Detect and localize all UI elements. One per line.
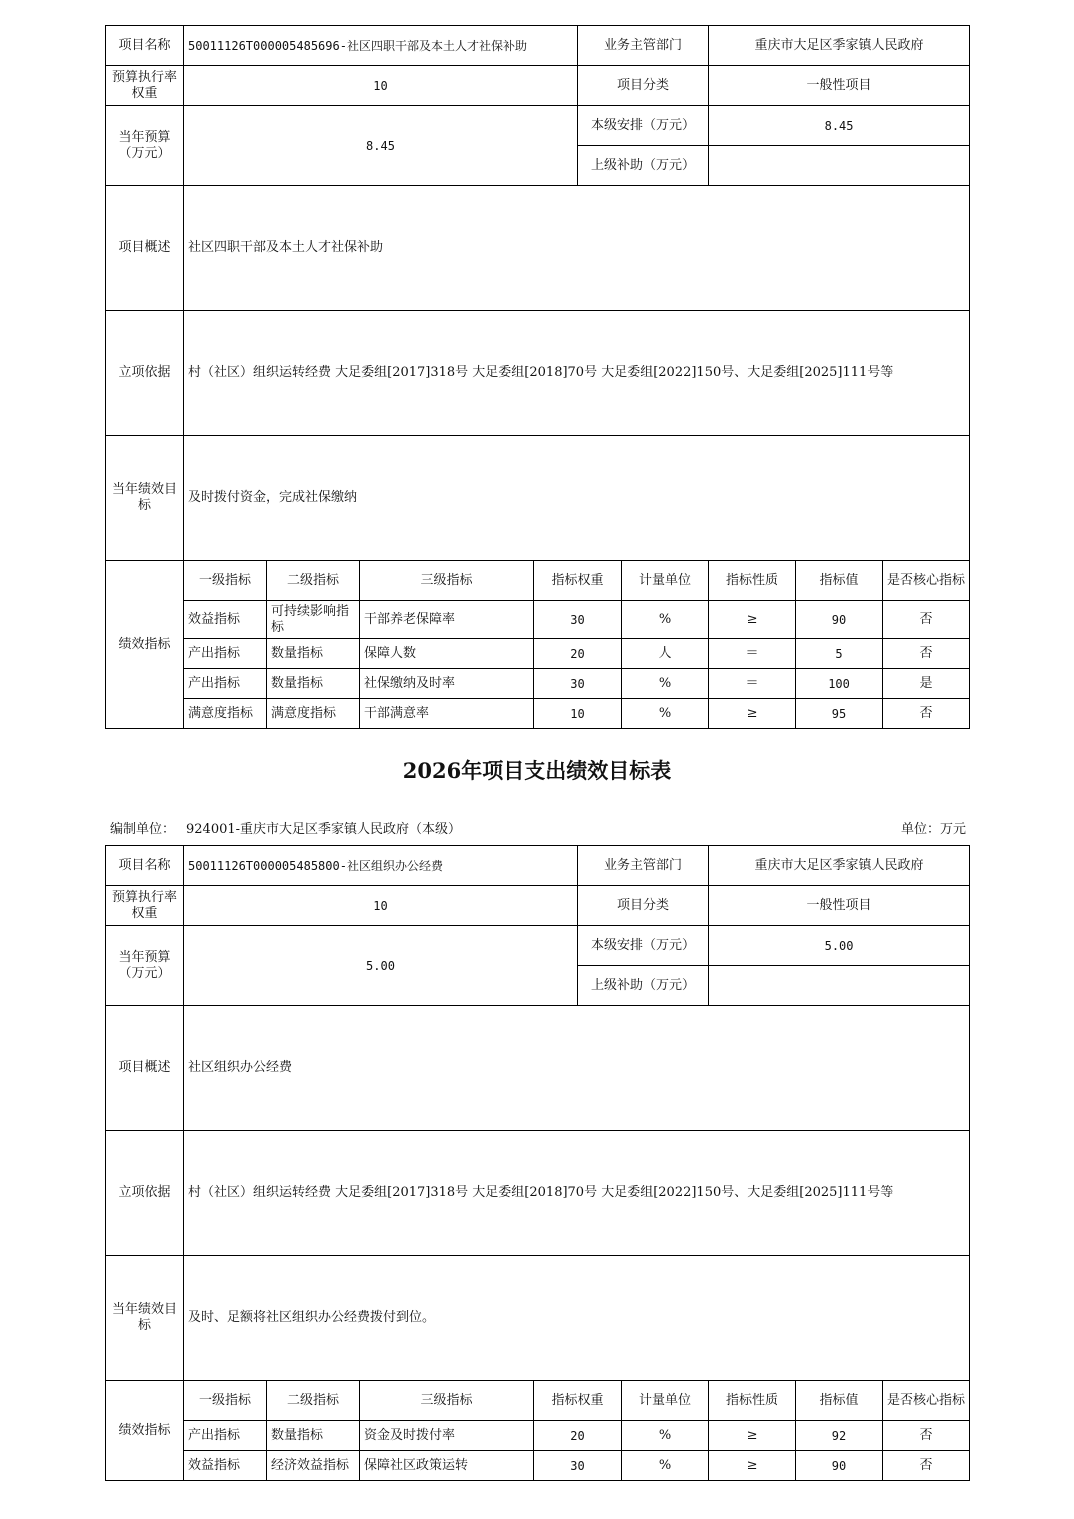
upper-subsidy-value [709,146,970,186]
ind-nature: ≥ [709,1451,796,1481]
ind-header-value: 指标值 [796,1381,883,1421]
ind-unit: % [622,1451,709,1481]
ind-weight: 30 [534,601,622,639]
exec-weight-value: 10 [184,886,578,926]
dept-label: 业务主管部门 [578,846,709,886]
project-name-value: 50011126T000005485696-社区四职干部及本土人才社保补助 [184,26,578,66]
ind-header-core: 是否核心指标 [883,1381,970,1421]
ind-header-nature: 指标性质 [709,561,796,601]
exec-weight-label: 预算执行率权重 [106,66,184,106]
basis-value: 村（社区）组织运转经费 大足委组[2017]318号 大足委组[2018]70号 大足委组[2022]150号、大足委组[2025]111号等 [184,1131,970,1256]
table-row [106,699,970,729]
ind-unit: % [622,699,709,729]
ind-unit: 人 [622,639,709,669]
table-row [106,639,970,669]
ind-weight: 30 [534,1451,622,1481]
ind-level2: 数量指标 [267,1421,360,1451]
ind-header-level2: 二级指标 [267,561,360,601]
goal-label: 当年绩效目标 [106,1256,184,1381]
upper-subsidy-value [709,966,970,1006]
this-level-label: 本级安排（万元） [578,106,709,146]
indicators-label: 绩效指标 [106,1381,184,1481]
basis-value: 村（社区）组织运转经费 大足委组[2017]318号 大足委组[2018]70号 大足委组[2022]150号、大足委组[2025]111号等 [184,311,970,436]
ind-header-unit: 计量单位 [622,561,709,601]
basis-label: 立项依据 [106,1131,184,1256]
ind-value: 92 [796,1421,883,1451]
budget-label: 当年预算（万元） [106,106,184,186]
money-unit: 单位：万元 [900,822,966,837]
basis-label: 立项依据 [106,311,184,436]
ind-level1: 效益指标 [184,1451,267,1481]
ind-header-value: 指标值 [796,561,883,601]
this-level-label: 本级安排（万元） [578,926,709,966]
performance-table-2 [105,845,970,1481]
ind-header-level1: 一级指标 [184,561,267,601]
ind-level1: 产出指标 [184,1421,267,1451]
table-row [106,1451,970,1481]
project-name-label: 项目名称 [106,26,184,66]
this-level-value: 8.45 [709,106,970,146]
ind-level2: 可持续影响指标 [267,601,360,639]
ind-header-nature: 指标性质 [709,1381,796,1421]
table-row [106,1421,970,1451]
category-label: 项目分类 [578,886,709,926]
ind-nature: ≥ [709,1421,796,1451]
ind-level1: 产出指标 [184,669,267,699]
ind-nature: ≥ [709,601,796,639]
overview-value: 社区组织办公经费 [184,1006,970,1131]
project-name-value: 50011126T000005485800-社区组织办公经费 [184,846,578,886]
ind-value: 95 [796,699,883,729]
ind-level3: 保障社区政策运转 [360,1451,534,1481]
unit-value: 924001-重庆市大足区季家镇人民政府（本级） [186,822,462,837]
ind-level3: 干部满意率 [360,699,534,729]
ind-core: 否 [883,1421,970,1451]
dept-value: 重庆市大足区季家镇人民政府 [709,846,970,886]
ind-header-core: 是否核心指标 [883,561,970,601]
exec-weight-label: 预算执行率权重 [106,886,184,926]
ind-unit: % [622,1421,709,1451]
upper-subsidy-label: 上级补助（万元） [578,146,709,186]
ind-core: 是 [883,669,970,699]
unit-label: 编制单位： [110,822,176,837]
ind-weight: 20 [534,1421,622,1451]
indicators-label: 绩效指标 [106,561,184,729]
ind-header-level3: 三级指标 [360,1381,534,1421]
ind-weight: 20 [534,639,622,669]
overview-label: 项目概述 [106,186,184,311]
ind-header-level1: 一级指标 [184,1381,267,1421]
ind-level1: 效益指标 [184,601,267,639]
budget-value: 8.45 [184,106,578,186]
goal-value: 及时拨付资金，完成社保缴纳 [184,436,970,561]
category-value: 一般性项目 [709,66,970,106]
ind-level3: 资金及时拨付率 [360,1421,534,1451]
ind-header-unit: 计量单位 [622,1381,709,1421]
ind-level2: 数量指标 [267,639,360,669]
ind-core: 否 [883,601,970,639]
goal-value: 及时、足额将社区组织办公经费拨付到位。 [184,1256,970,1381]
ind-level3: 保障人数 [360,639,534,669]
ind-header-weight: 指标权重 [534,1381,622,1421]
ind-header-level3: 三级指标 [360,561,534,601]
this-level-value: 5.00 [709,926,970,966]
category-value: 一般性项目 [709,886,970,926]
ind-header-level2: 二级指标 [267,1381,360,1421]
dept-label: 业务主管部门 [578,26,709,66]
ind-header-weight: 指标权重 [534,561,622,601]
ind-level3: 干部养老保障率 [360,601,534,639]
ind-level1: 产出指标 [184,639,267,669]
goal-label: 当年绩效目标 [106,436,184,561]
ind-core: 否 [883,699,970,729]
ind-core: 否 [883,639,970,669]
ind-level3: 社保缴纳及时率 [360,669,534,699]
upper-subsidy-label: 上级补助（万元） [578,966,709,1006]
page-title: 2026年项目支出绩效目标表 [402,758,672,783]
overview-label: 项目概述 [106,1006,184,1131]
table-row [106,669,970,699]
ind-level1: 满意度指标 [184,699,267,729]
ind-nature: ＝ [709,639,796,669]
budget-value: 5.00 [184,926,578,1006]
ind-unit: % [622,601,709,639]
project-name-label: 项目名称 [106,846,184,886]
exec-weight-value: 10 [184,66,578,106]
ind-weight: 30 [534,669,622,699]
overview-value: 社区四职干部及本土人才社保补助 [184,186,970,311]
performance-table-1 [105,25,970,729]
ind-core: 否 [883,1451,970,1481]
ind-weight: 10 [534,699,622,729]
ind-value: 100 [796,669,883,699]
ind-level2: 满意度指标 [267,699,360,729]
ind-value: 5 [796,639,883,669]
ind-level2: 经济效益指标 [267,1451,360,1481]
budget-label: 当年预算（万元） [106,926,184,1006]
ind-level2: 数量指标 [267,669,360,699]
ind-nature: ≥ [709,699,796,729]
ind-value: 90 [796,601,883,639]
ind-nature: ＝ [709,669,796,699]
category-label: 项目分类 [578,66,709,106]
table-row [106,601,970,639]
ind-value: 90 [796,1451,883,1481]
dept-value: 重庆市大足区季家镇人民政府 [709,26,970,66]
ind-unit: % [622,669,709,699]
